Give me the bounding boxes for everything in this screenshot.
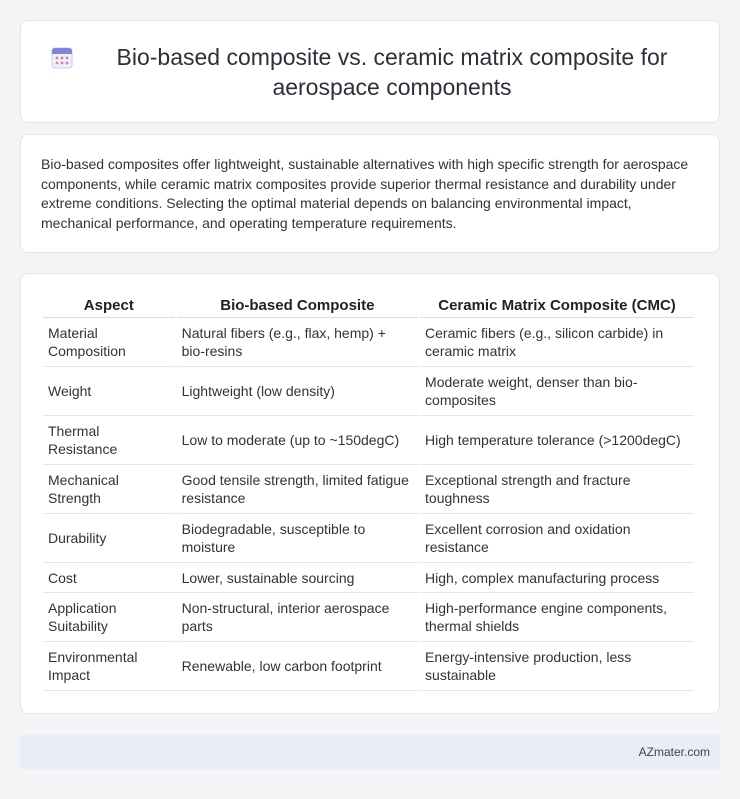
footer-brand: AZmater.com xyxy=(638,745,710,759)
cell-aspect: Cost xyxy=(43,563,175,593)
cell-cmc: High-performance engine components, thermal shields xyxy=(420,593,694,642)
table-row xyxy=(43,465,694,514)
footer xyxy=(20,735,720,769)
cell-bio: Renewable, low carbon footprint xyxy=(177,642,418,691)
cell-cmc: Exceptional strength and fracture toughness xyxy=(420,465,694,514)
table-row xyxy=(43,318,694,367)
summary-text: Bio-based composites offer lightweight, sustainable alternatives with high specific strength for aerospace components, while ceramic matrix composites provide superior thermal resistance and durability under extreme conditions. Selecting the optimal material depends on balancing environmental impact, mechanical performance, and operating temperature requirements. xyxy=(41,156,689,231)
cell-bio: Low to moderate (up to ~150degC) xyxy=(177,416,418,465)
header-bio-based: Bio-based Composite xyxy=(177,296,418,318)
cell-aspect: Material Composition xyxy=(43,318,175,367)
title-wrap xyxy=(21,21,719,122)
summary-card xyxy=(20,134,720,253)
cell-bio: Natural fibers (e.g., flax, hemp) + bio-resins xyxy=(177,318,418,367)
cell-bio: Biodegradable, susceptible to moisture xyxy=(177,514,418,563)
cell-aspect: Mechanical Strength xyxy=(43,465,175,514)
cell-aspect: Weight xyxy=(43,367,175,416)
cell-cmc: Moderate weight, denser than bio-composites xyxy=(420,367,694,416)
calendar-grid-icon xyxy=(51,46,73,70)
cell-bio: Non-structural, interior aerospace parts xyxy=(177,593,418,642)
cell-aspect: Durability xyxy=(43,514,175,563)
table-row xyxy=(43,367,694,416)
title-card xyxy=(20,20,720,123)
table-row xyxy=(43,563,694,593)
cell-aspect: Environmental Impact xyxy=(43,642,175,691)
page-title: Bio-based composite vs. ceramic matrix composite for aerospace components xyxy=(116,43,668,100)
cell-cmc: Energy-intensive production, less sustainable xyxy=(420,642,694,691)
cell-cmc: Ceramic fibers (e.g., silicon carbide) in ceramic matrix xyxy=(420,318,694,367)
cell-aspect: Application Suitability xyxy=(43,593,175,642)
table-row xyxy=(43,642,694,691)
header-aspect: Aspect xyxy=(43,296,175,318)
table-row xyxy=(43,593,694,642)
cell-bio: Lightweight (low density) xyxy=(177,367,418,416)
comparison-table-card xyxy=(20,273,720,714)
cell-aspect: Thermal Resistance xyxy=(43,416,175,465)
cell-bio: Good tensile strength, limited fatigue resistance xyxy=(177,465,418,514)
cell-bio: Lower, sustainable sourcing xyxy=(177,563,418,593)
comparison-table xyxy=(41,296,696,691)
table-row xyxy=(43,416,694,465)
header-cmc: Ceramic Matrix Composite (CMC) xyxy=(420,296,694,318)
cell-cmc: High, complex manufacturing process xyxy=(420,563,694,593)
cell-cmc: High temperature tolerance (>1200degC) xyxy=(420,416,694,465)
cell-cmc: Excellent corrosion and oxidation resistance xyxy=(420,514,694,563)
table-row xyxy=(43,514,694,563)
